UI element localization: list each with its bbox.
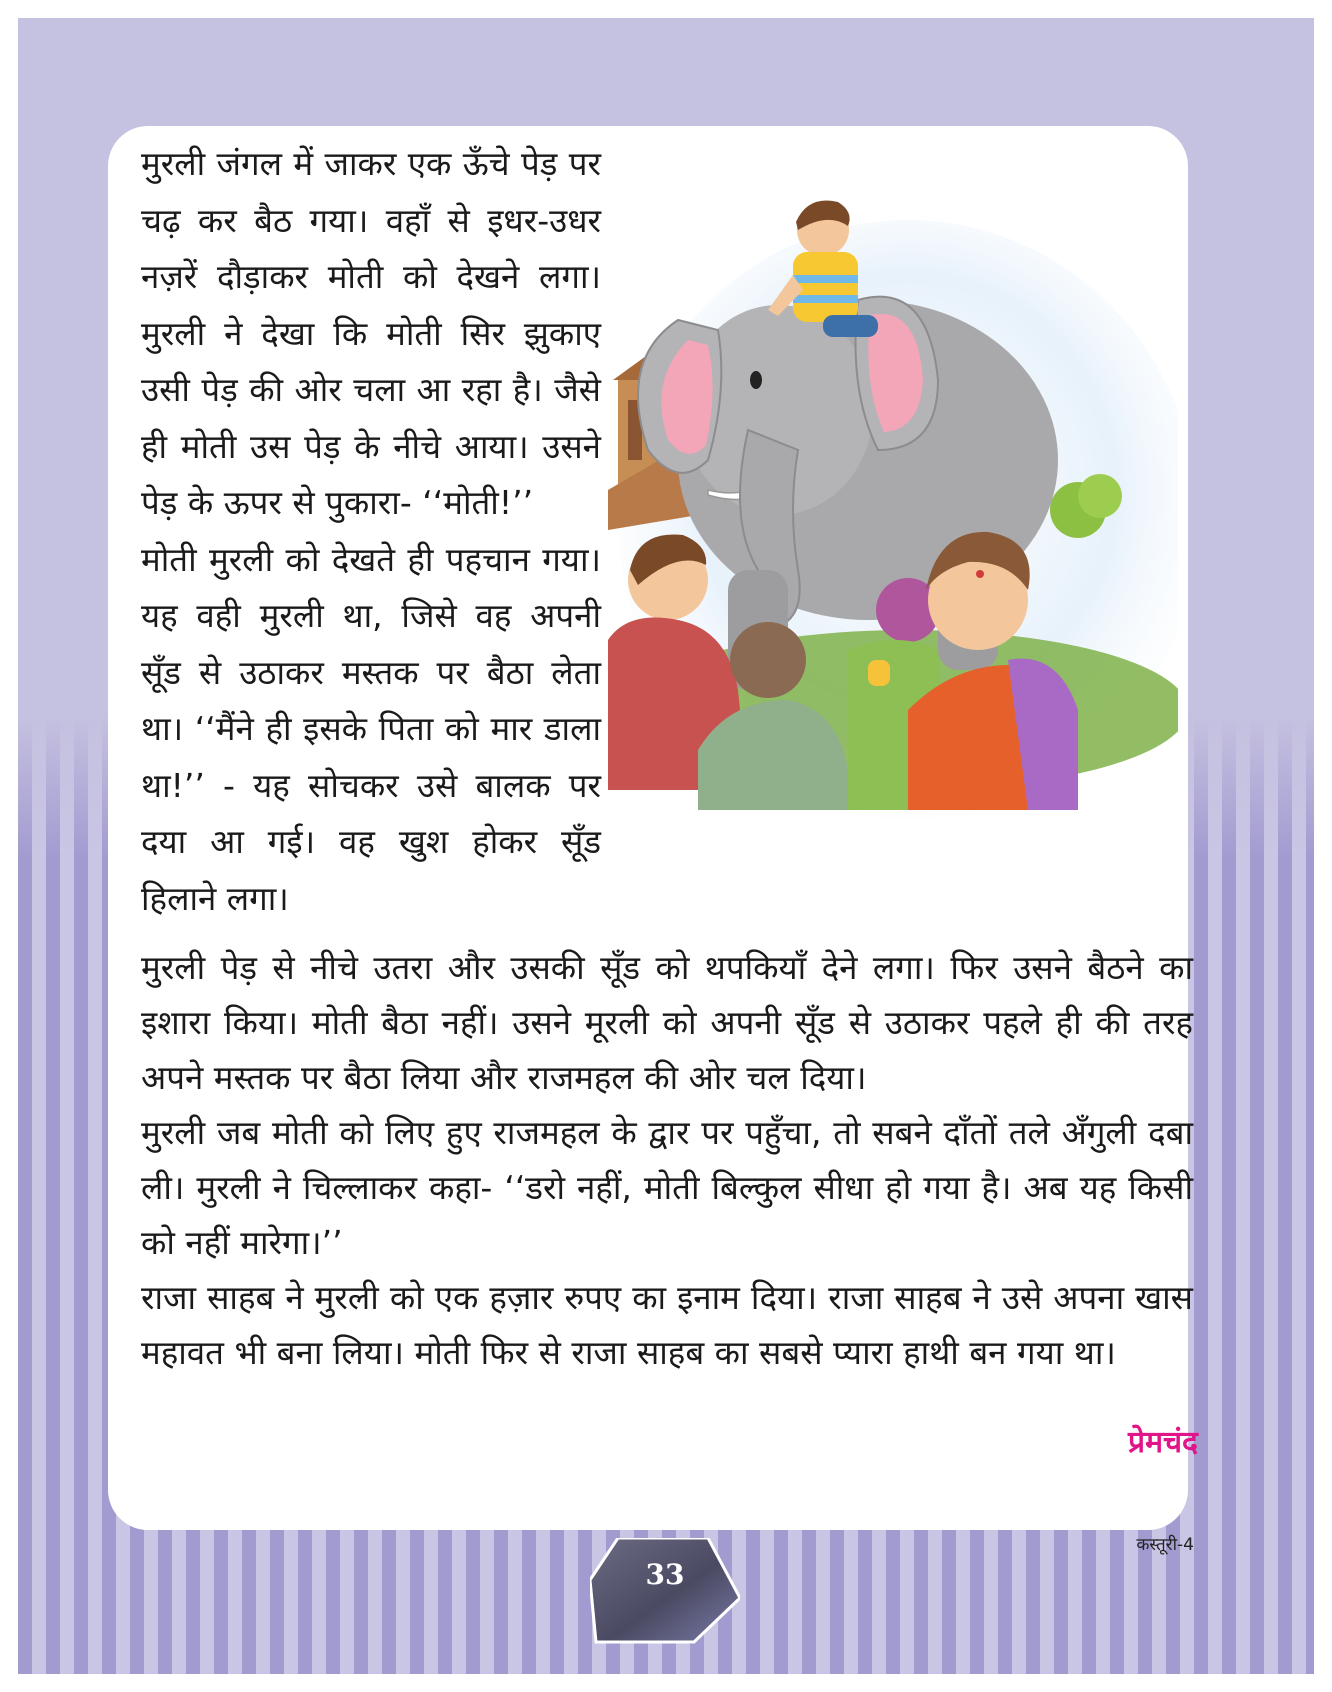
story-paragraph: मोती मुरली को देखते ही पहचान गया। यह वही मुरली था, जिसे वह अपनी सूँड से उठाकर मस्तक पर बैठा लेता था। ‘‘मैंने ही इसके पिता को मार डाला था!’’ - यह सोचकर उसे बालक पर दया आ गई। वह खुश होकर सूँड हिलाने लगा।: [141, 539, 601, 918]
story-paragraph: राजा साहब ने मुरली को एक हज़ार रुपए का इनाम दिया। राजा साहब ने उसे अपना खास महावत भी बना लिया। मोती फिर से राजा साहब का सबसे प्यारा हाथी बन गया था।: [141, 1278, 1193, 1372]
story-column-text: [141, 136, 601, 927]
page-number-badge: [590, 1538, 740, 1648]
story-full-width-text: [141, 940, 1193, 1380]
page-number: 33: [645, 1558, 685, 1591]
story-paragraph: मुरली जब मोती को लिए हुए राजमहल के द्वार पर पहुँचा, तो सबने दाँतों तले अँगुली दबा ली। मुरली ने चिल्लाकर कहा- ‘‘डरो नहीं, मोती बिल्कुल सीधा हो गया है। अब यह किसी को नहीं मारेगा।’’: [141, 1113, 1193, 1262]
author-name: प्रेमचंद: [1128, 1425, 1198, 1460]
book-label: कस्तूरी-4: [1136, 1535, 1194, 1555]
story-paragraph: मुरली पेड़ से नीचे उतरा और उसकी सूँड को थपकियाँ देने लगा। फिर उसने बैठने का इशारा किया। मोती बैठा नहीं। उसने मूरली को अपनी सूँड से उठाकर पहले ही की तरह अपने मस्तक पर बैठा लिया और राजमहल की ओर चल दिया।: [141, 948, 1193, 1097]
story-paragraph: मुरली जंगल में जाकर एक ऊँचे पेड़ पर चढ़ कर बैठ गया। वहाँ से इधर-उधर नज़रें दौड़ाकर मोती को देखने लगा। मुरली ने देखा कि मोती सिर झुकाए उसी पेड़ की ओर चला आ रहा है। जैसे ही मोती उस पेड़ के नीचे आया। उसने पेड़ के ऊपर से पुकारा- ‘‘मोती!’’: [141, 144, 601, 522]
elephant-illustration: [608, 190, 1178, 840]
